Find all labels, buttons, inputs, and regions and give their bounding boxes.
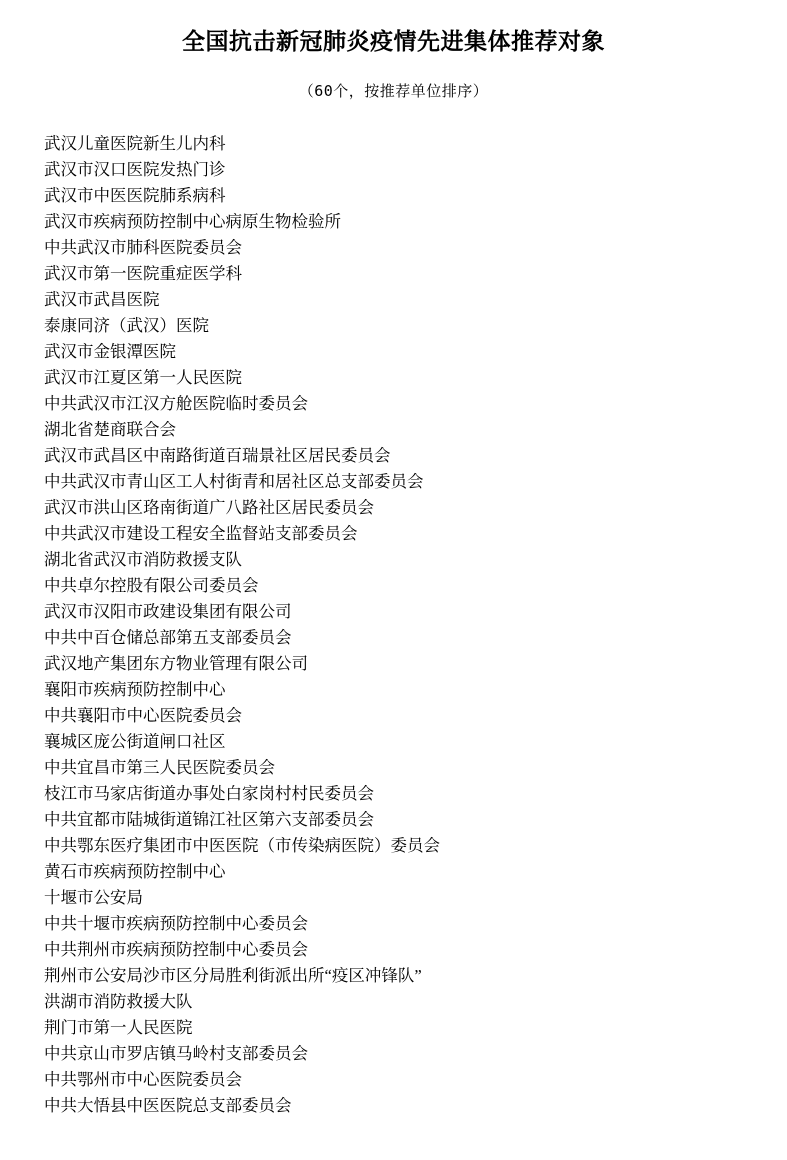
list-item: 中共卓尔控股有限公司委员会: [44, 576, 259, 596]
list-item: 武汉儿童医院新生儿内科: [44, 134, 226, 154]
list-item: 武汉市第一医院重症医学科: [44, 264, 242, 284]
list-item: 中共京山市罗店镇马岭村支部委员会: [44, 1044, 308, 1064]
list-item: 中共襄阳市中心医院委员会: [44, 706, 242, 726]
list-item: 中共大悟县中医医院总支部委员会: [44, 1096, 292, 1116]
list-item: 中共武汉市江汉方舱医院临时委员会: [44, 394, 308, 414]
list-item: 泰康同济（武汉）医院: [44, 316, 209, 336]
list-item: 洪湖市消防救援大队: [44, 992, 193, 1012]
list-item: 武汉市武昌医院: [44, 290, 160, 310]
page-subtitle: （60个，按推荐单位排序）: [298, 82, 489, 101]
list-item: 武汉地产集团东方物业管理有限公司: [44, 654, 308, 674]
page-title: 全国抗击新冠肺炎疫情先进集体推荐对象: [182, 29, 605, 54]
list-item: 湖北省楚商联合会: [44, 420, 176, 440]
list-item: 中共中百仓储总部第五支部委员会: [44, 628, 292, 648]
list-item: 武汉市汉阳市政建设集团有限公司: [44, 602, 292, 622]
list-item: 中共荆州市疾病预防控制中心委员会: [44, 940, 308, 960]
recommendation-list: [0, 131, 787, 1119]
list-item: 十堰市公安局: [44, 888, 143, 908]
list-item: 武汉市疾病预防控制中心病原生物检验所: [44, 212, 341, 232]
list-item: 枝江市马家店街道办事处白家岗村村民委员会: [44, 784, 374, 804]
list-item: 湖北省武汉市消防救援支队: [44, 550, 242, 570]
list-item: 武汉市武昌区中南路街道百瑞景社区居民委员会: [44, 446, 391, 466]
list-item: 武汉市金银潭医院: [44, 342, 176, 362]
list-item: 中共武汉市建设工程安全监督站支部委员会: [44, 524, 358, 544]
list-item: 黄石市疾病预防控制中心: [44, 862, 226, 882]
list-item: 中共武汉市青山区工人村街青和居社区总支部委员会: [44, 472, 424, 492]
list-item: 襄城区庞公街道闸口社区: [44, 732, 226, 752]
list-item: 荆州市公安局沙市区分局胜利街派出所“疫区冲锋队”: [44, 966, 422, 986]
list-item: 中共宜昌市第三人民医院委员会: [44, 758, 275, 778]
list-item: 中共十堰市疾病预防控制中心委员会: [44, 914, 308, 934]
list-item: 中共武汉市肺科医院委员会: [44, 238, 242, 258]
list-item: 中共宜都市陆城街道锦江社区第六支部委员会: [44, 810, 374, 830]
list-item: 襄阳市疾病预防控制中心: [44, 680, 226, 700]
document-page: [0, 26, 787, 1160]
list-item: 武汉市汉口医院发热门诊: [44, 160, 226, 180]
list-item: 武汉市洪山区珞南街道广八路社区居民委员会: [44, 498, 374, 518]
list-item: 武汉市中医医院肺系病科: [44, 186, 226, 206]
list-item: 中共鄂东医疗集团市中医医院（市传染病医院）委员会: [44, 836, 440, 856]
list-item: 武汉市江夏区第一人民医院: [44, 368, 242, 388]
list-item: 荆门市第一人民医院: [44, 1018, 193, 1038]
list-item: 中共鄂州市中心医院委员会: [44, 1070, 242, 1090]
